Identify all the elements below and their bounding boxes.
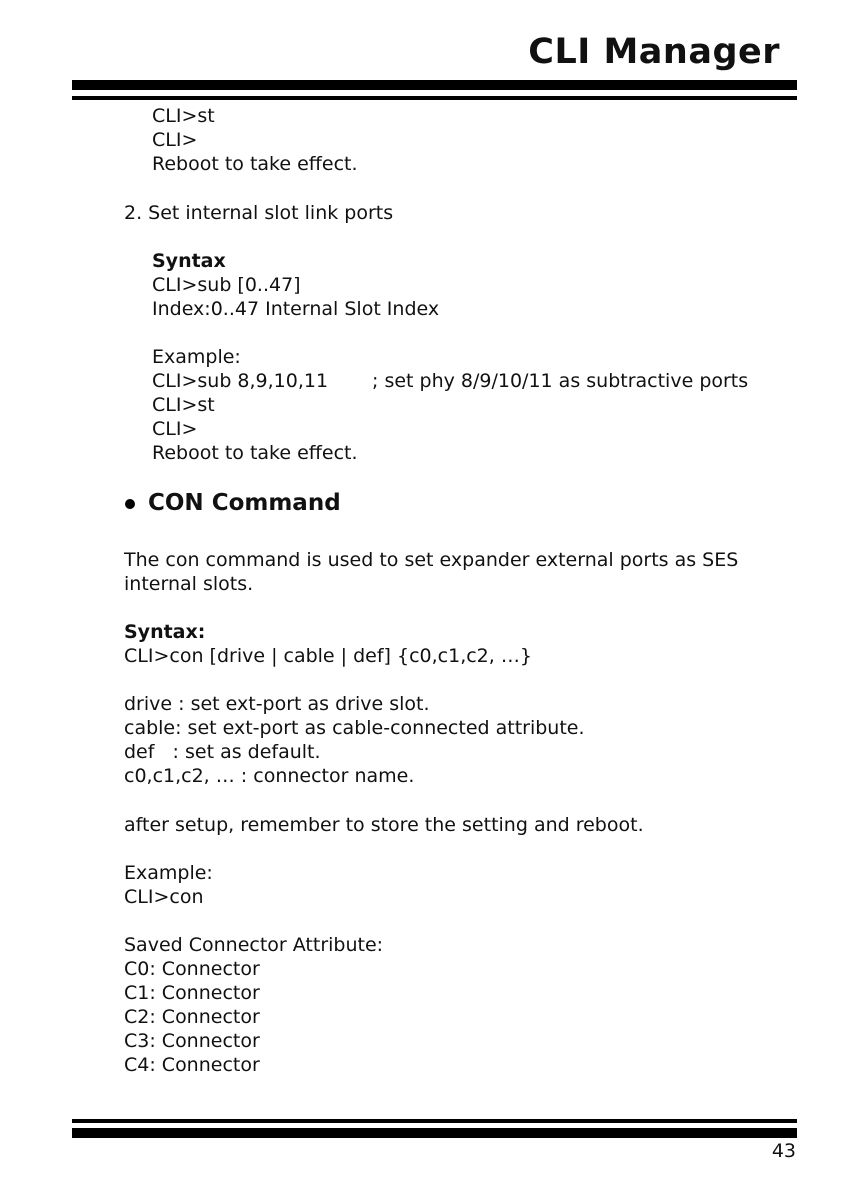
page-title: CLI Manager [528,32,780,72]
param-line: c0,c1,c2, … : connector name. [124,765,415,787]
connector-line: C0: Connector [124,958,260,980]
connector-line: C3: Connector [124,1030,260,1052]
connector-line: C1: Connector [124,982,260,1004]
header-rule-thin [72,96,797,100]
example-command: CLI>con [124,886,204,908]
setup-note: after setup, remember to store the setting and reboot. [124,814,644,836]
footer-rule-thick [72,1128,797,1138]
header-rule-thick [72,80,797,90]
example-comment: ; set phy 8/9/10/11 as subtractive ports [372,370,749,392]
example-line: Reboot to take effect. [152,442,358,464]
numbered-item-title: 2. Set internal slot link ports [124,202,394,224]
example-label: Example: [124,862,213,884]
section-heading: CON Command [148,490,341,516]
intro-line: The con command is used to set expander external ports as SES [124,549,739,571]
example-line: CLI>st [152,394,215,416]
connector-line: C2: Connector [124,1006,260,1028]
syntax-label: Syntax [152,250,226,272]
param-line: cable: set ext-port as cable-connected attribute. [124,717,585,739]
text-line: Reboot to take effect. [152,153,358,175]
example-command: CLI>sub 8,9,10,11 [152,370,329,392]
text-line: CLI> [152,129,198,151]
example-label: Example: [152,346,241,368]
syntax-label: Syntax: [124,621,206,643]
param-line: def : set as default. [124,741,321,763]
syntax-line: Index:0..47 Internal Slot Index [152,298,440,320]
connector-line: C4: Connector [124,1054,260,1076]
intro-line: internal slots. [124,573,254,595]
bullet-icon [125,499,135,509]
param-line: drive : set ext-port as drive slot. [124,693,430,715]
footer-rule-thin [72,1119,797,1123]
syntax-line: CLI>sub [0..47] [152,274,301,296]
example-line: CLI> [152,418,198,440]
text-line: CLI>st [152,105,215,127]
syntax-line: CLI>con [drive | cable | def] {c0,c1,c2, …} [124,645,532,667]
saved-attribute-label: Saved Connector Attribute: [124,934,384,956]
page-number: 43 [771,1140,796,1162]
